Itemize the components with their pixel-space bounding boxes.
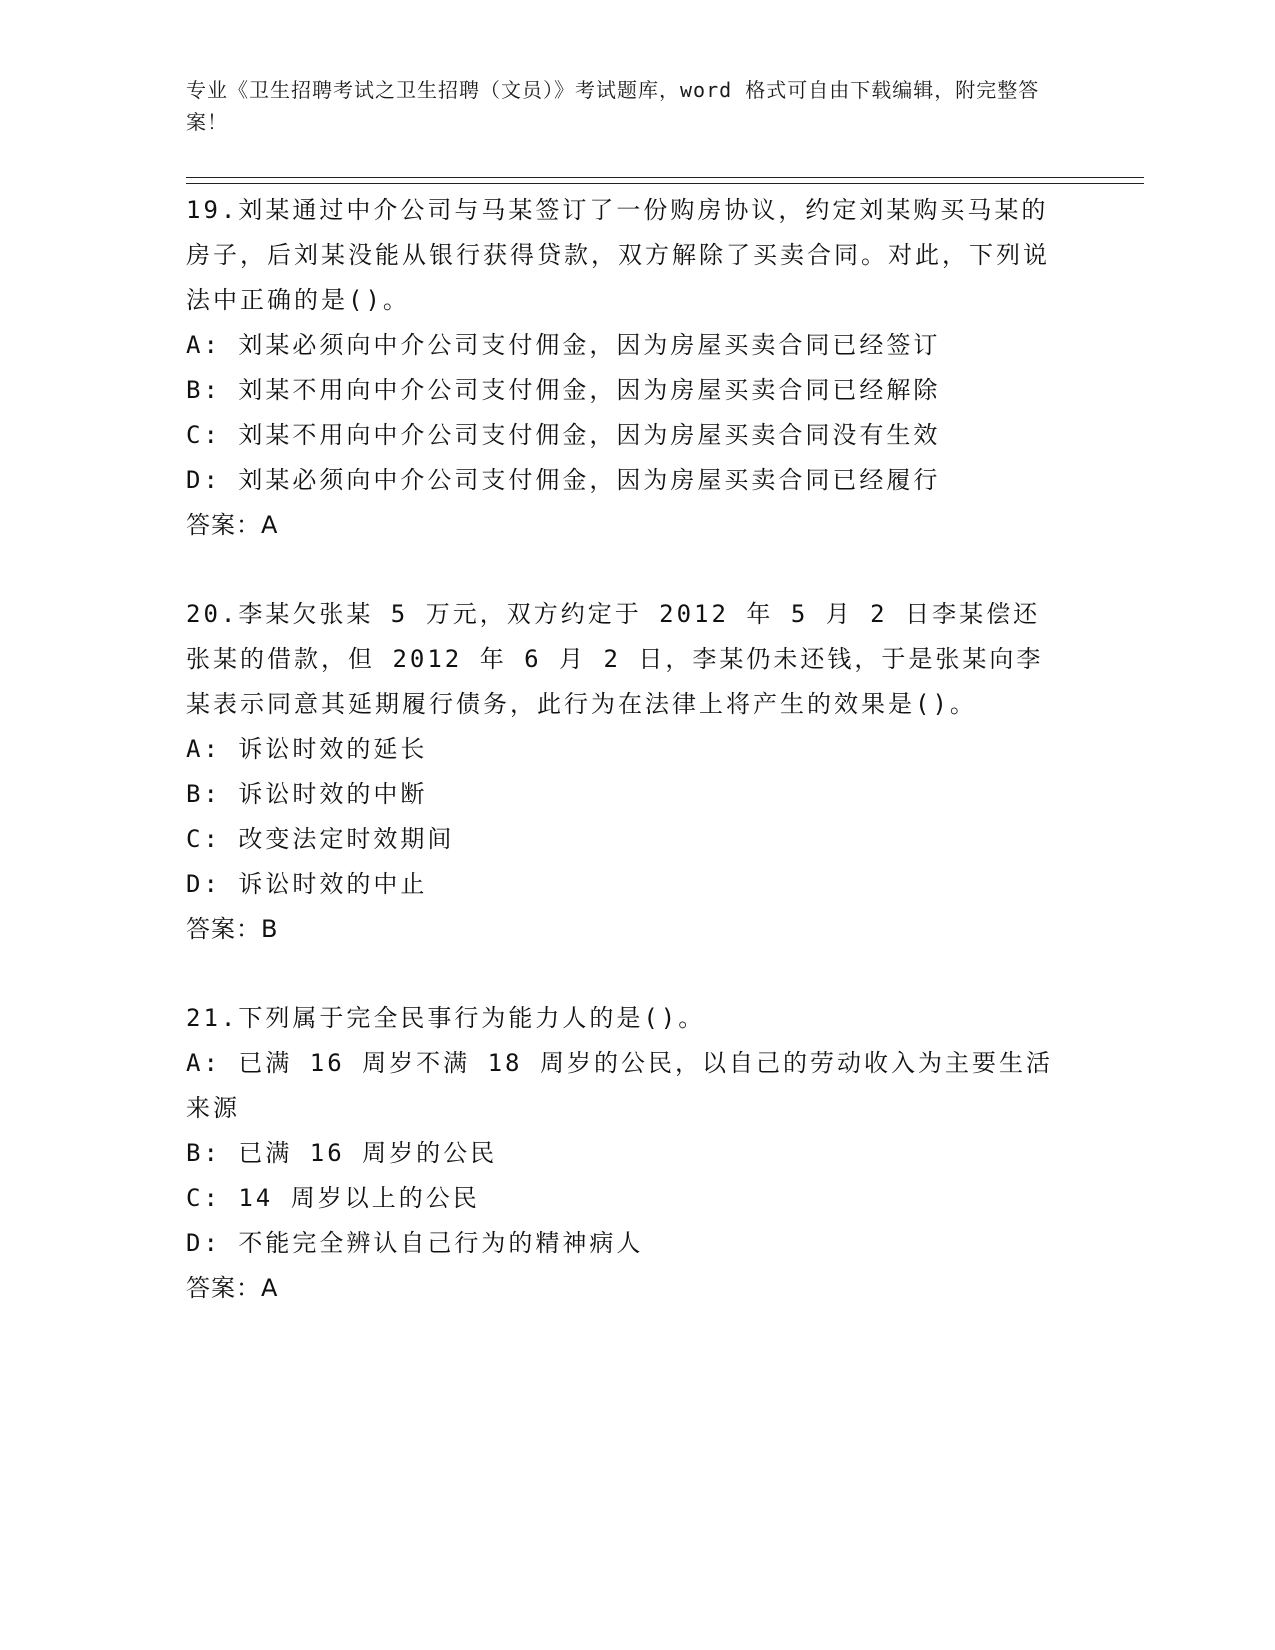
answer-label: 答案：A bbox=[186, 1274, 279, 1302]
question-stem: 19.刘某通过中介公司与马某签订了一份购房协议，约定刘某购买马某的房子，后刘某没能从银行获得贷款，双方解除了买卖合同。对此，下列说法中正确的是()。 bbox=[186, 196, 1050, 314]
header-divider-bottom bbox=[186, 183, 1144, 184]
document-header: 专业《卫生招聘考试之卫生招聘（文员）》考试题库，word 格式可自由下载编辑，附完整答案！ bbox=[186, 78, 1040, 134]
question-21 bbox=[186, 996, 1066, 1311]
option-c: C: 14 周岁以上的公民 bbox=[186, 1184, 480, 1212]
option-d: D: 刘某必须向中介公司支付佣金，因为房屋买卖合同已经履行 bbox=[186, 466, 941, 494]
header-divider-top bbox=[186, 177, 1144, 178]
option-a: A: 刘某必须向中介公司支付佣金，因为房屋买卖合同已经签订 bbox=[186, 331, 941, 359]
answer-label: 答案：A bbox=[186, 511, 279, 539]
option-a: A: 已满 16 周岁不满 18 周岁的公民，以自己的劳动收入为主要生活来源 bbox=[186, 1049, 1053, 1122]
question-19 bbox=[186, 188, 1066, 548]
option-d: D: 诉讼时效的中止 bbox=[186, 870, 428, 898]
option-b: B: 刘某不用向中介公司支付佣金，因为房屋买卖合同已经解除 bbox=[186, 376, 941, 404]
question-stem: 21.下列属于完全民事行为能力人的是()。 bbox=[186, 1004, 706, 1032]
option-b: B: 诉讼时效的中断 bbox=[186, 780, 428, 808]
answer-label: 答案：B bbox=[186, 915, 279, 943]
option-a: A: 诉讼时效的延长 bbox=[186, 735, 428, 763]
question-list bbox=[186, 188, 1066, 1355]
option-b: B: 已满 16 周岁的公民 bbox=[186, 1139, 498, 1167]
option-c: C: 刘某不用向中介公司支付佣金，因为房屋买卖合同没有生效 bbox=[186, 421, 941, 449]
question-stem: 20.李某欠张某 5 万元，双方约定于 2012 年 5 月 2 日李某偿还张某的借款，但 2012 年 6 月 2 日，李某仍未还钱，于是张某向李某表示同意其延期履行债务，此行为在法律上将产生的效果是()。 bbox=[186, 600, 1044, 718]
question-20 bbox=[186, 592, 1066, 952]
option-c: C: 改变法定时效期间 bbox=[186, 825, 455, 853]
option-d: D: 不能完全辨认自己行为的精神病人 bbox=[186, 1229, 644, 1257]
